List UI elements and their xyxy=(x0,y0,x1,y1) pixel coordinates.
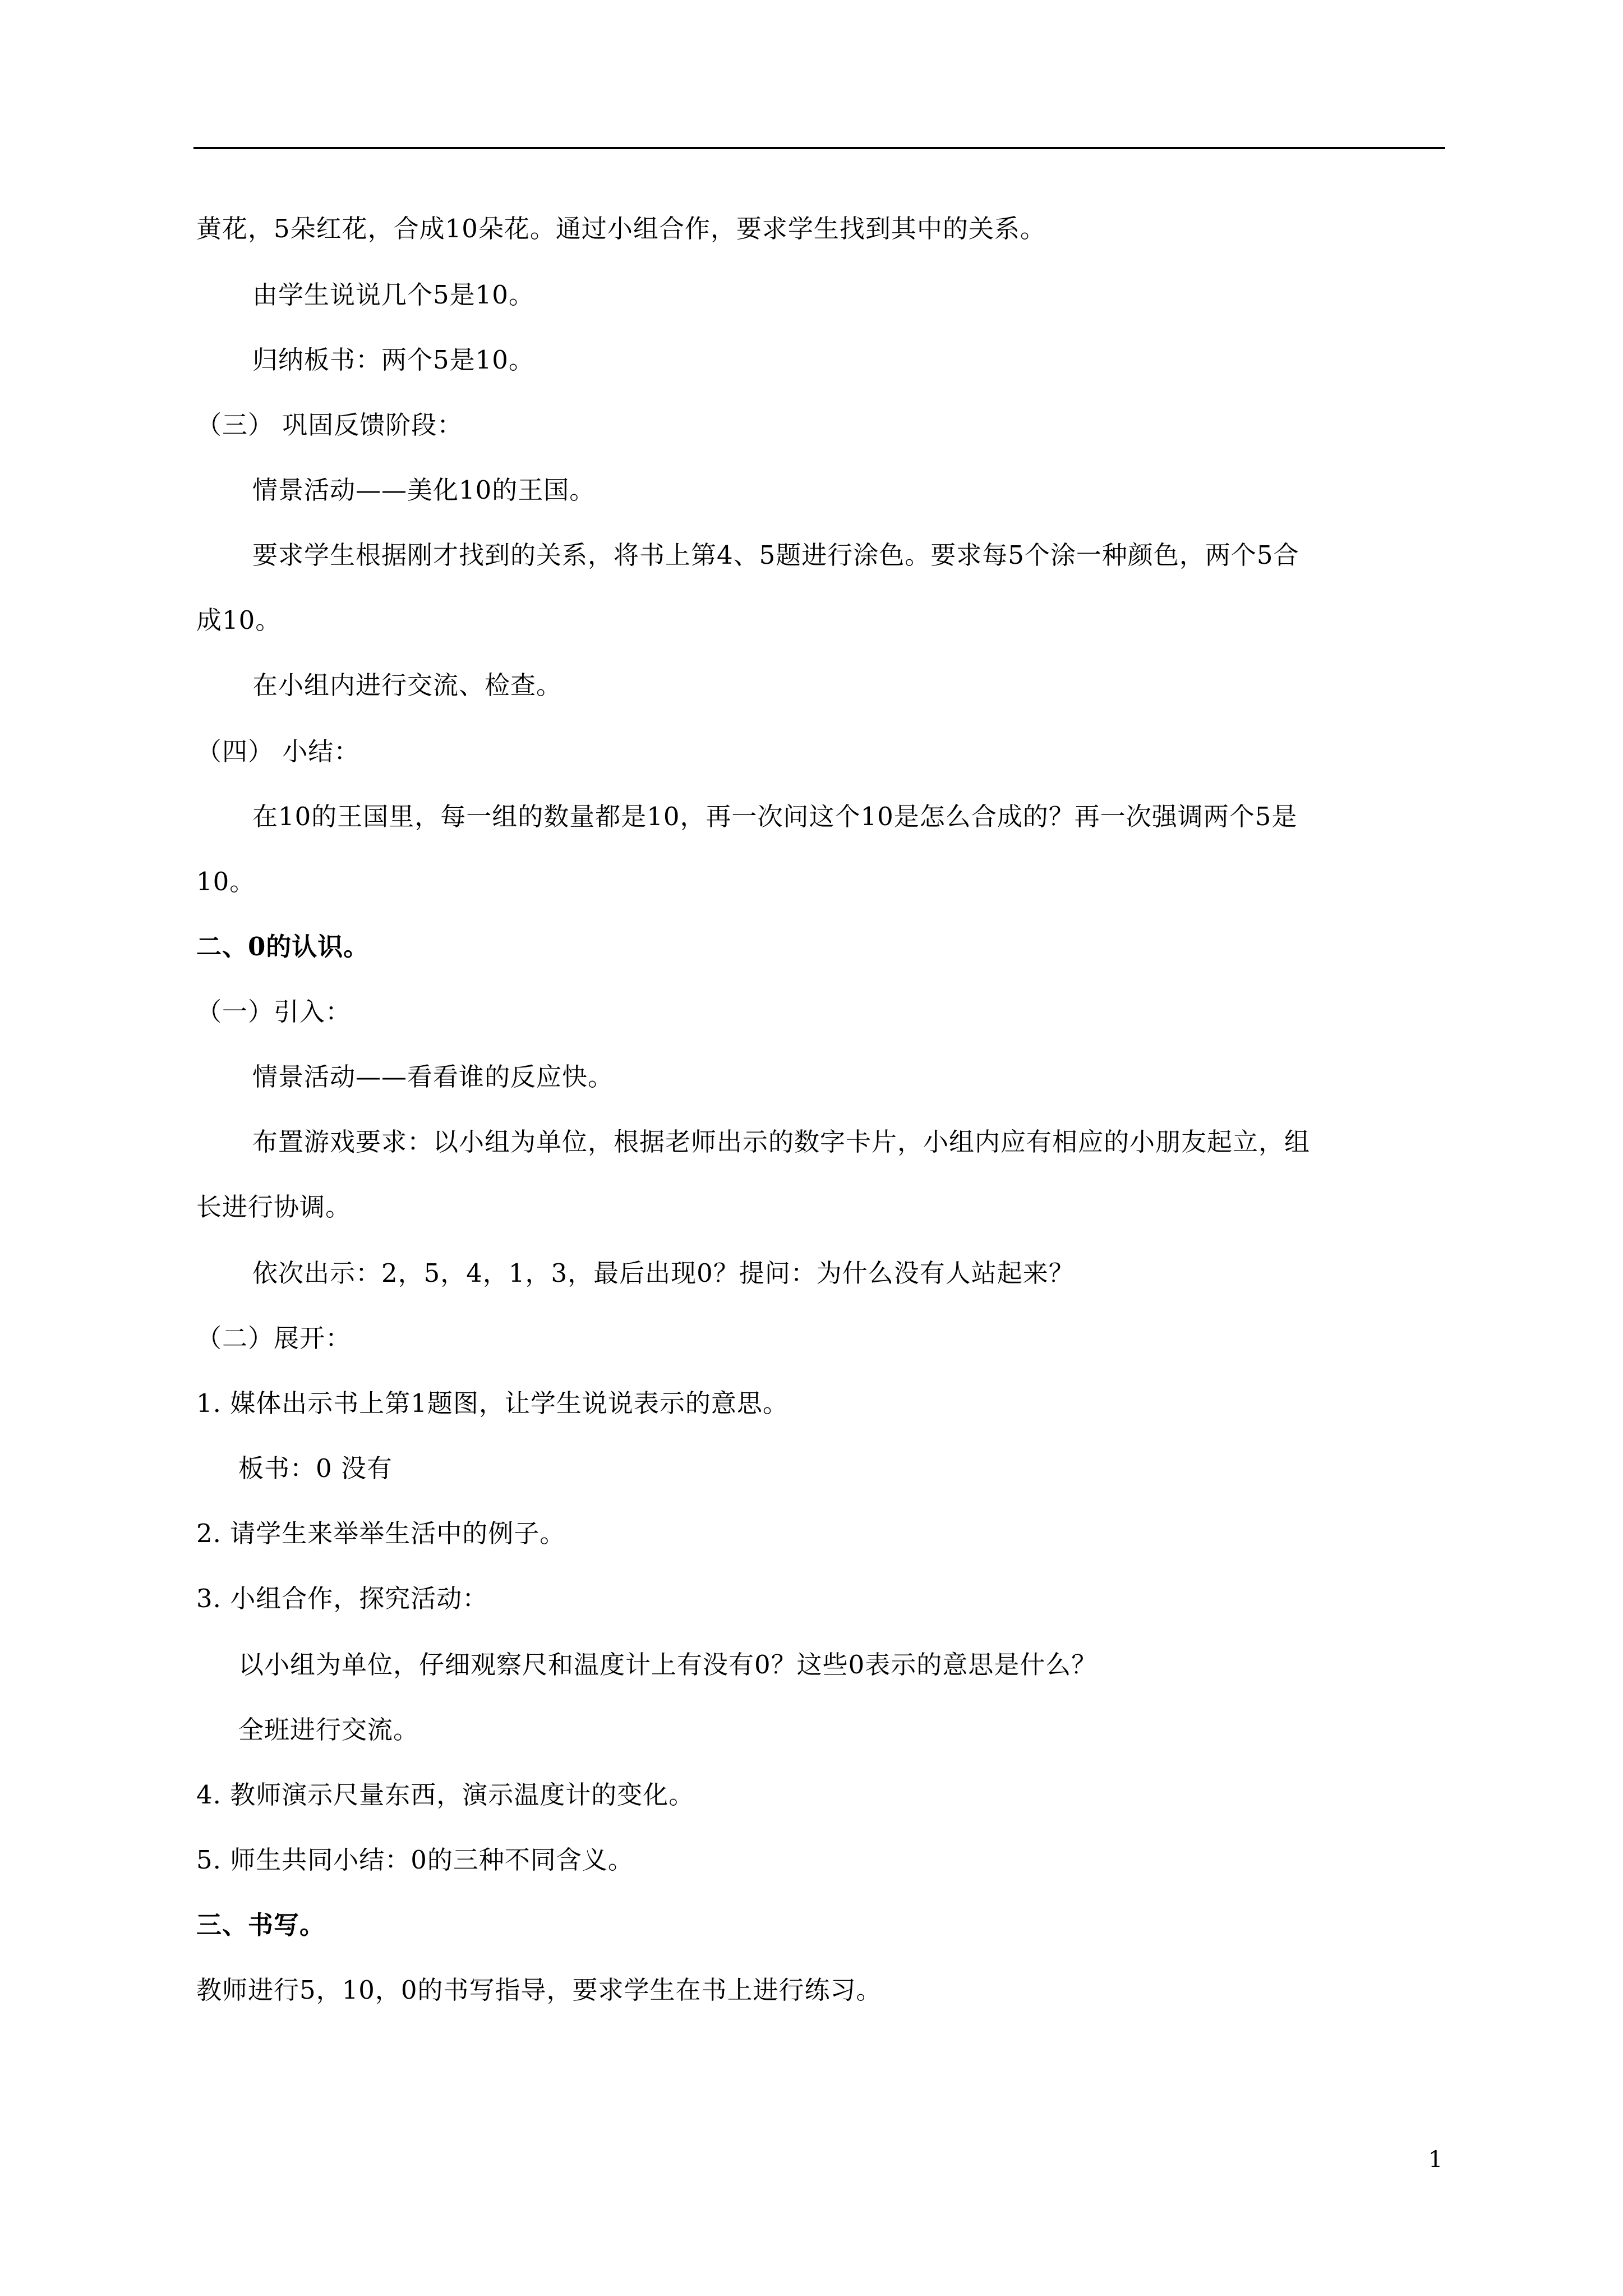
section-heading: （三） 巩固反馈阶段： xyxy=(196,410,463,440)
section-heading: （二）展开： xyxy=(196,1323,352,1353)
text-line: 由学生说说几个5是10。 xyxy=(252,280,534,310)
text-line: 黄花，5朵红花，合成10朵花。通过小组合作，要求学生找到其中的关系。 xyxy=(196,214,1046,243)
list-item: 4. 教师演示尺量东西，演示温度计的变化。 xyxy=(196,1780,695,1810)
text-line: 要求学生根据刚才找到的关系，将书上第4、5题进行涂色。要求每5个涂一种颜色，两个5合 xyxy=(252,540,1299,570)
text-line: 依次出示：2，5，4，1，3，最后出现0？提问：为什么没有人站起来？ xyxy=(252,1258,1075,1288)
text-line: 长进行协调。 xyxy=(196,1192,352,1222)
text-line: 在小组内进行交流、检查。 xyxy=(252,670,562,700)
section-heading: （四） 小结： xyxy=(196,737,360,766)
list-item: 2. 请学生来举举生活中的例子。 xyxy=(196,1519,566,1548)
text-line: 情景活动——美化10的王国。 xyxy=(252,475,596,505)
text-line: 10。 xyxy=(196,867,256,896)
section-heading: （一）引入： xyxy=(196,997,352,1027)
text-line: 归纳板书：两个5是10。 xyxy=(252,345,534,375)
page-number: 1 xyxy=(1428,2147,1443,2173)
list-item: 3. 小组合作，探究活动： xyxy=(196,1584,488,1613)
header-rule xyxy=(193,147,1445,149)
part-heading: 二、0的认识。 xyxy=(196,932,370,961)
text-line: 教师进行5，10，0的书写指导，要求学生在书上进行练习。 xyxy=(196,1975,882,2005)
part-heading: 三、书写。 xyxy=(196,1910,326,1940)
list-item: 1. 媒体出示书上第1题图，让学生说说表示的意思。 xyxy=(196,1388,789,1418)
text-line: 成10。 xyxy=(196,605,282,635)
text-line: 板书：0 没有 xyxy=(238,1453,393,1483)
text-line: 在10的王国里，每一组的数量都是10，再一次问这个10是怎么合成的？再一次强调两个5是 xyxy=(252,802,1298,831)
text-line: 全班进行交流。 xyxy=(238,1715,419,1745)
text-line: 以小组为单位，仔细观察尺和温度计上有没有0？这些0表示的意思是什么？ xyxy=(238,1650,1098,1680)
text-line: 布置游戏要求：以小组为单位，根据老师出示的数字卡片，小组内应有相应的小朋友起立，组 xyxy=(252,1127,1311,1157)
text-line: 情景活动——看看谁的反应快。 xyxy=(252,1062,614,1092)
list-item: 5. 师生共同小结：0的三种不同含义。 xyxy=(196,1845,634,1875)
